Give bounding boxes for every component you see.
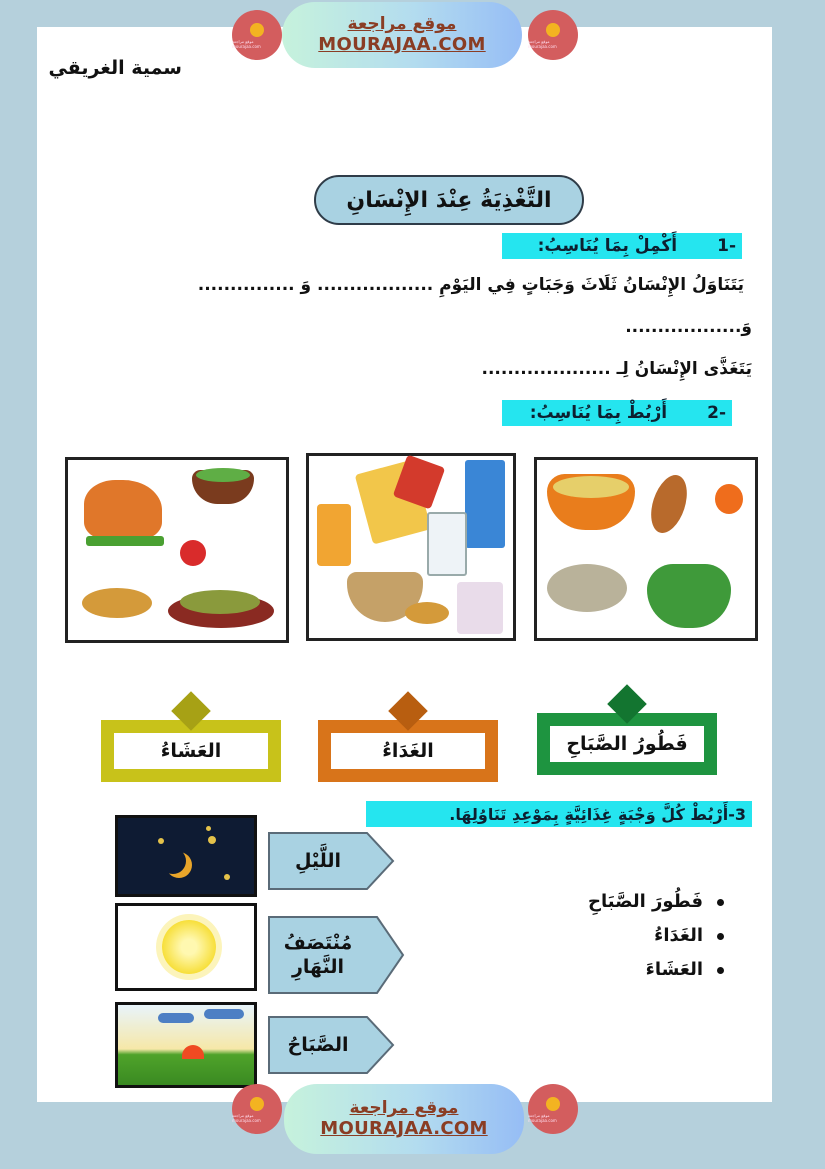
- apple-icon: [180, 540, 206, 566]
- book-logo-icon: [546, 1097, 560, 1111]
- night-scene-image: [115, 815, 257, 897]
- exercise-1-line-3: يَتَغَذَّى الإِنْسَانُ لِـ ....................: [481, 359, 752, 379]
- time-label-night[interactable]: [267, 831, 395, 891]
- time-label-night-text: اللَّيْلِ: [294, 850, 342, 872]
- watermark-banner-bottom[interactable]: [284, 1084, 524, 1154]
- exercise-3-heading: [366, 801, 752, 827]
- badge-text: موقع مراجعة mourajaa.com: [232, 1113, 261, 1123]
- dinner-foods-image: [65, 457, 289, 643]
- rising-sun-icon: [182, 1045, 204, 1059]
- meal-list-item[interactable]: [588, 919, 724, 953]
- meal-label-dinner: العَشَاءُ: [160, 740, 222, 762]
- cloud-icon: [158, 1013, 194, 1023]
- watermark-badge-left-bottom: [232, 1084, 282, 1134]
- sun-scene-image: [115, 903, 257, 991]
- book-logo-icon: [250, 23, 264, 37]
- meal-frame-breakfast[interactable]: [537, 713, 717, 775]
- exercise-1-line-2: وَ..................: [625, 317, 752, 337]
- exercise-2-instruction: أَرْبُطْ بِمَا يُنَاسِبُ:: [529, 403, 668, 423]
- worksheet-title: التَّغْذِيَةُ عِنْدَ الإِنْسَانِ: [314, 175, 584, 225]
- meal-list-item[interactable]: [588, 885, 724, 919]
- watermark-badge-right-bottom: [528, 1084, 578, 1134]
- milk-carton-icon: [465, 460, 505, 548]
- time-label-midday-text: مُنْتَصَفُ النَّهَارِ: [283, 932, 353, 978]
- meal-list-text: فَطُورَ الصَّبَاحِ: [588, 891, 703, 912]
- book-logo-icon: [546, 23, 560, 37]
- meal-list-text: الغَدَاءُ: [654, 925, 703, 946]
- watermark-badge-left: [232, 10, 282, 60]
- exercise-1-heading: [502, 233, 742, 259]
- watermark-latin: MOURAJAA.COM: [320, 1118, 488, 1139]
- badge-text: موقع مراجعة mourajaa.com: [528, 39, 557, 49]
- star-icon: [208, 836, 216, 844]
- watermark-arabic: موقع مراجعة: [349, 1098, 459, 1118]
- salad-leaves-icon: [196, 468, 250, 482]
- watermark-badge-right: [528, 10, 578, 60]
- frame-tab-icon: [607, 684, 647, 724]
- badge-text: موقع مراجعة mourajaa.com: [232, 39, 261, 49]
- exercise-1-line-1: يَتَنَاوَلُ الإِنْسَانُ ثَلَاثَ وَجَبَاتٍ فِي اليَوْمِ .................. وَ ...............: [197, 275, 744, 295]
- bread-icon: [645, 471, 694, 538]
- star-icon: [224, 874, 230, 880]
- meal-frame-lunch[interactable]: [318, 720, 498, 782]
- sun-icon: [162, 920, 216, 974]
- bullet-icon: [717, 967, 724, 974]
- author-name: سمية الغريقي: [48, 57, 182, 79]
- garnish-icon: [86, 536, 164, 546]
- watermark-arabic: موقع مراجعة: [347, 14, 457, 34]
- bullet-icon: [717, 899, 724, 906]
- bread-icon: [82, 588, 152, 618]
- watermark-latin: MOURAJAA.COM: [318, 34, 486, 55]
- yogurt-cup-icon: [457, 582, 503, 634]
- frame-tab-icon: [388, 691, 428, 731]
- star-icon: [158, 838, 164, 844]
- meal-list: [588, 885, 724, 987]
- time-label-midday[interactable]: [267, 915, 395, 995]
- lunch-foods-image: [534, 457, 758, 641]
- cloud-icon: [204, 1009, 244, 1019]
- worksheet-page: [37, 27, 772, 1102]
- star-icon: [206, 826, 211, 831]
- juice-glass-icon: [317, 504, 351, 566]
- badge-text: موقع مراجعة mourajaa.com: [528, 1113, 557, 1123]
- milk-glass-icon: [427, 512, 467, 576]
- roast-chicken-icon: [84, 480, 162, 540]
- salad-bowl-icon: [647, 564, 731, 628]
- watermark-banner-top[interactable]: [282, 2, 522, 68]
- exercise-1-number: 1-: [717, 236, 736, 256]
- breakfast-foods-image: [306, 453, 516, 641]
- meal-label-lunch: الغَدَاءُ: [382, 740, 434, 762]
- meal-list-item[interactable]: [588, 953, 724, 987]
- exercise-1-instruction: أَكْمِلْ بِمَا يُنَاسِبُ:: [537, 236, 678, 256]
- time-label-morning-text: الصَّبَاحُ: [287, 1034, 349, 1056]
- exercise-2-number: 2-: [707, 403, 726, 423]
- fish-plate-icon: [547, 564, 627, 612]
- exercise-3-instruction: 3-أَرْبُطْ كُلَّ وَجْبَةٍ غِذَائِيَّةٍ بِمَوْعِدِ تَنَاوُلِهَا.: [449, 804, 746, 824]
- moon-icon: [160, 848, 186, 874]
- book-logo-icon: [250, 1097, 264, 1111]
- sunrise-scene-image: [115, 1002, 257, 1088]
- frame-tab-icon: [171, 691, 211, 731]
- meal-label-breakfast: فَطُورُ الصَّبَاحِ: [566, 733, 688, 755]
- exercise-2-heading: [502, 400, 732, 426]
- meal-list-text: العَشَاءَ: [645, 959, 703, 980]
- soup-icon: [553, 476, 629, 498]
- pasta-icon: [180, 590, 260, 614]
- bullet-icon: [717, 933, 724, 940]
- bread-roll-icon: [405, 602, 449, 624]
- orange-icon: [715, 484, 743, 514]
- time-label-morning[interactable]: [267, 1015, 395, 1075]
- meal-frame-dinner[interactable]: [101, 720, 281, 782]
